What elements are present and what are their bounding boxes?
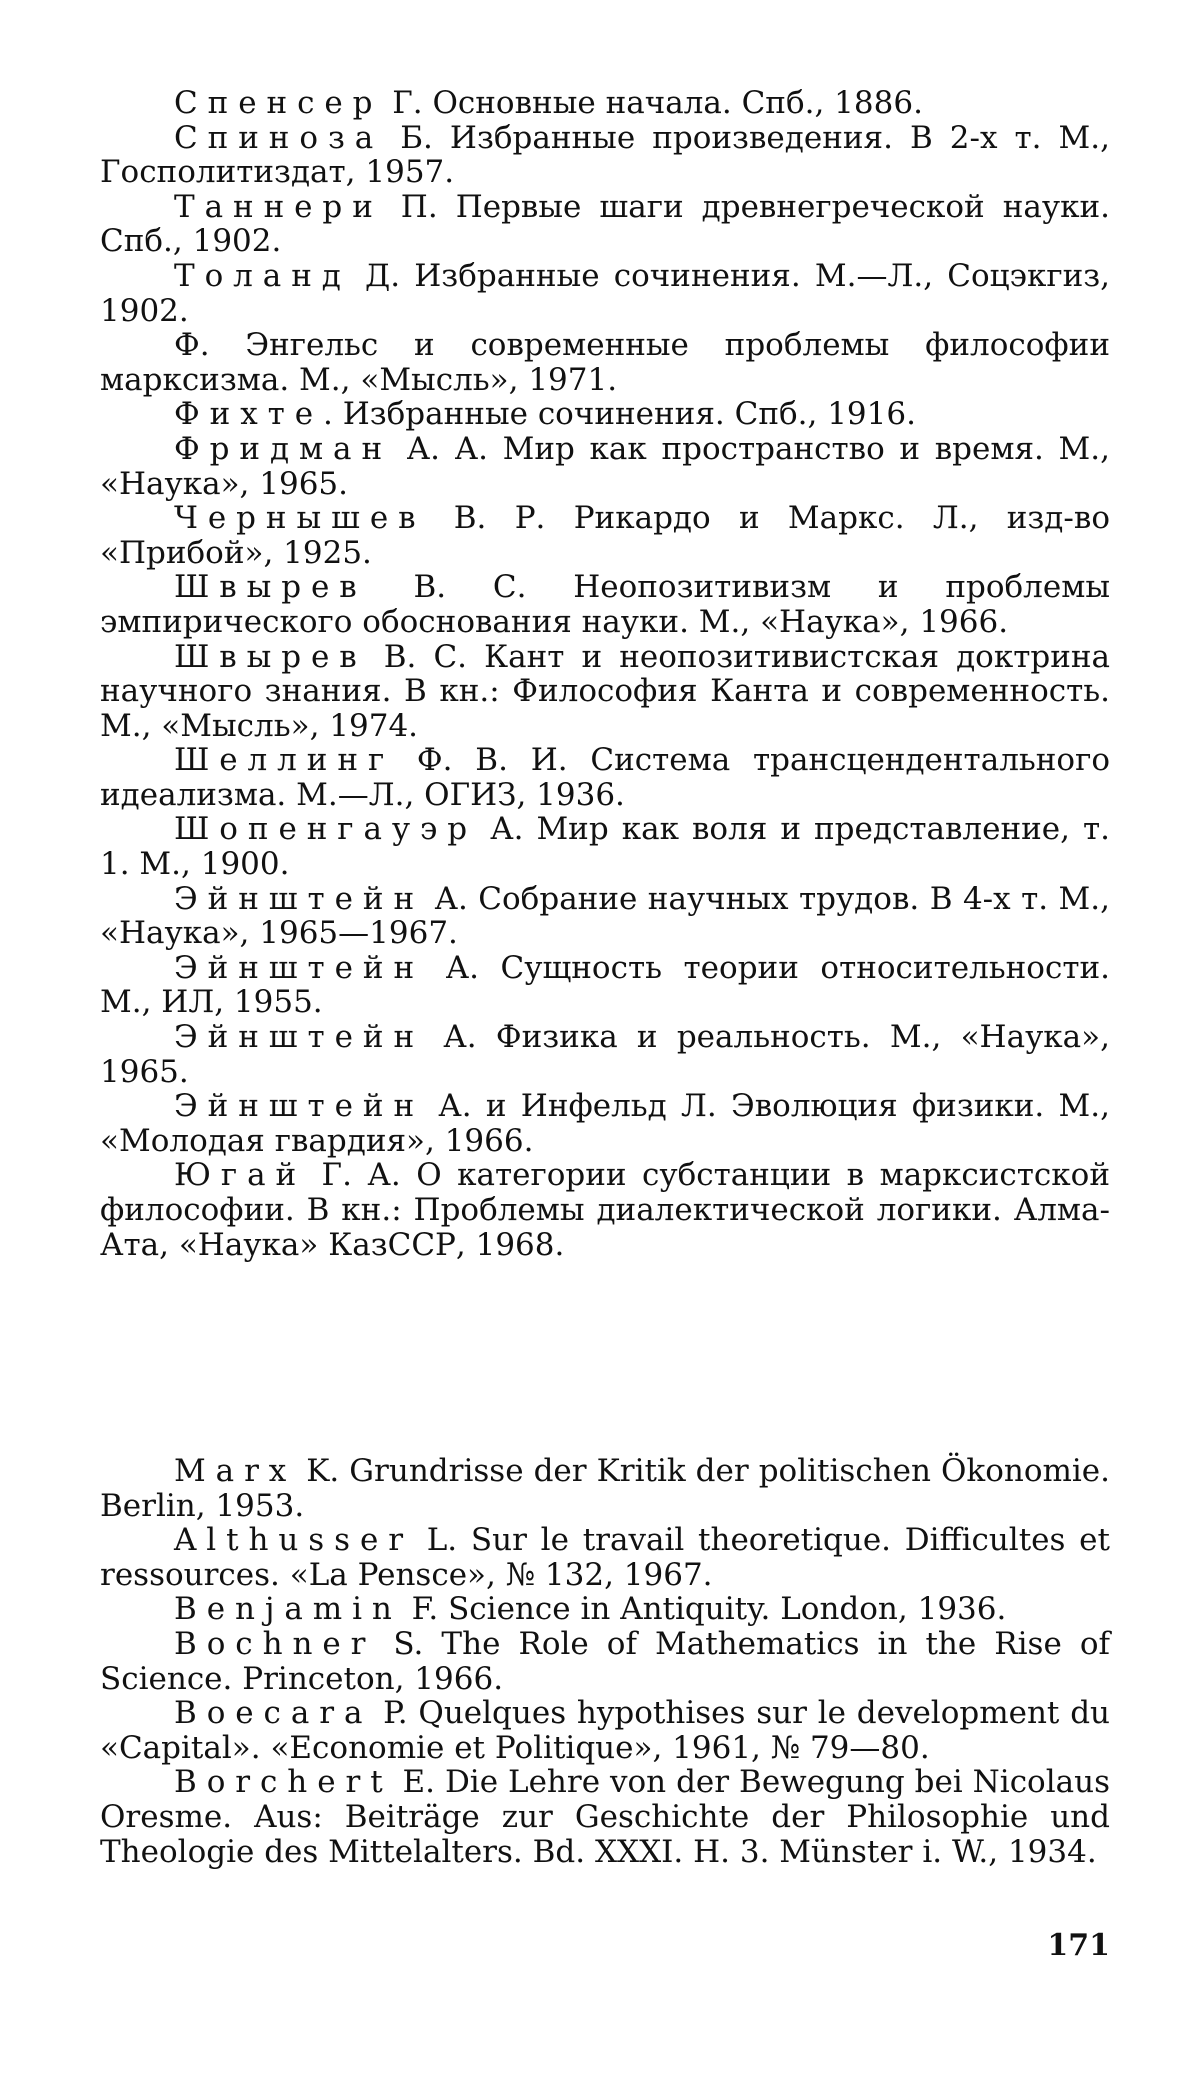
bibliography-entry [100,1592,1110,1627]
entry-author: Фридман [174,430,393,467]
entry-author: Шопенгауэр [174,811,478,848]
entry-text: . Избранные сочинения. Спб., 1916. [322,396,916,433]
entry-text: В. С. Неопозитивизм и проблемы эмпирического обоснования науки. М., «Наука», 1966. [100,569,1110,640]
russian-bibliography [100,86,1110,1262]
bibliography-entry [100,1627,1110,1696]
entry-author: Эйнштейн [174,949,425,986]
bibliography-entry [100,882,1110,951]
bibliography-entry [100,951,1110,1020]
entry-author: Таннери [174,188,383,225]
entry-author: Althusser [174,1522,413,1559]
entry-author: Югай [174,1157,307,1194]
entry-author: Швырев [174,569,367,606]
bibliography-entry [100,1696,1110,1765]
bibliography-entry [100,190,1110,259]
entry-author: Шеллинг [174,742,395,779]
bibliography-entry [100,397,1110,432]
entry-text: А. Сущность теории относительности. М., ИЛ, 1955. [100,949,1110,1021]
bibliography-entry [100,1454,1110,1523]
entry-text: P. Quelques hypothises sur le development du «Capital». «Economie et Politique», 1961, № 79—80. [100,1695,1110,1766]
bibliography-entry [100,86,1110,121]
page-content [100,85,1110,1870]
bibliography-entry [100,1089,1110,1158]
entry-text: E. Die Lehre von der Bewegung bei Nicolaus Oresme. Aus: Beiträge zur Geschichte der Philosophie und Theologie des Mittelalters. Bd. XXXI. H. 3. Münster i. W., 1934. [100,1764,1110,1870]
entry-text: Г. А. О категории субстанции в марксистской философии. В кн.: Проблемы диалектической логики. Алма-Ата, «Наука» КазССР, 1968. [100,1157,1110,1263]
entry-text: Ф. В. И. Система трансцендентального идеализма. М.—Л., ОГИЗ, 1936. [100,742,1110,813]
bibliography-entry [100,812,1110,881]
entry-author: Benjamin [174,1591,402,1628]
entry-text: А. и Инфельд Л. Эволюция физики. М., «Молодая гвардия», 1966. [100,1088,1110,1159]
entry-text: Г. Основные начала. Спб., 1886. [382,85,923,121]
page-number: 171 [1047,1928,1110,1963]
bibliography-entry [100,432,1110,501]
entry-author: Спенсер [174,85,383,121]
entry-text: В. Р. Рикардо и Маркс. Л., изд-во «Прибой», 1925. [100,500,1110,571]
foreign-bibliography [100,1454,1110,1869]
entry-text: А. А. Мир как пространство и время. М., «Наука», 1965. [100,430,1110,502]
entry-author: Borchert [174,1764,393,1801]
entry-author: Швырев [174,638,367,675]
bibliography-entry [100,328,1110,397]
entry-author: Фихте [174,396,323,433]
entry-text: K. Grundrisse der Kritik der politischen Ökonomie. Berlin, 1953. [100,1453,1110,1524]
entry-text: Д. Избранные сочинения. М.—Л., Соцэкгиз, 1902. [100,257,1110,329]
entry-text: А. Физика и реальность. М., «Наука», 1965. [100,1019,1110,1090]
entry-text: Б. Избранные произведения. В 2-х т. М., Госполитиздат, 1957. [100,119,1110,191]
entry-text: Ф. Энгельс и современные проблемы философии марксизма. М., «Мысль», 1971. [100,327,1110,398]
bibliography-entry [100,1158,1110,1262]
entry-author: Эйнштейн [174,880,425,917]
entry-text: А. Мир как воля и представление, т. 1. М., 1900. [100,811,1110,883]
entry-author: Marx [174,1453,297,1489]
entry-author: Чернышев [174,500,426,537]
bibliography-entry [100,259,1110,328]
bibliography-entry [100,743,1110,812]
entry-author: Эйнштейн [174,1019,425,1056]
entry-author: Спиноза [174,119,384,156]
entry-author: Толанд [174,257,351,294]
bibliography-entry [100,501,1110,570]
bibliography-entry [100,1523,1110,1592]
entry-text: П. Первые шаги древнегреческой науки. Спб., 1902. [100,188,1110,260]
entry-text: В. С. Кант и неопозитивистская доктрина научного знания. В кн.: Философия Канта и современность. М., «Мысль», 1974. [100,638,1110,744]
bibliography-entry [100,1020,1110,1089]
entry-text: А. Собрание научных трудов. В 4-х т. М., «Наука», 1965—1967. [100,880,1110,952]
bibliography-entry [100,640,1110,744]
entry-text: S. The Role of Mathematics in the Rise of Science. Princeton, 1966. [100,1625,1110,1697]
bibliography-entry [100,1765,1110,1869]
entry-text: F. Science in Antiquity. London, 1936. [401,1591,1007,1628]
entry-author: Bochner [174,1625,376,1662]
entry-author: Эйнштейн [174,1088,425,1125]
entry-author: Boecara [174,1695,373,1732]
bibliography-entry [100,121,1110,190]
entry-text: L. Sur le travail theoretique. Difficultes et ressources. «La Pensce», № 132, 1967. [100,1522,1110,1593]
bibliography-entry [100,570,1110,639]
